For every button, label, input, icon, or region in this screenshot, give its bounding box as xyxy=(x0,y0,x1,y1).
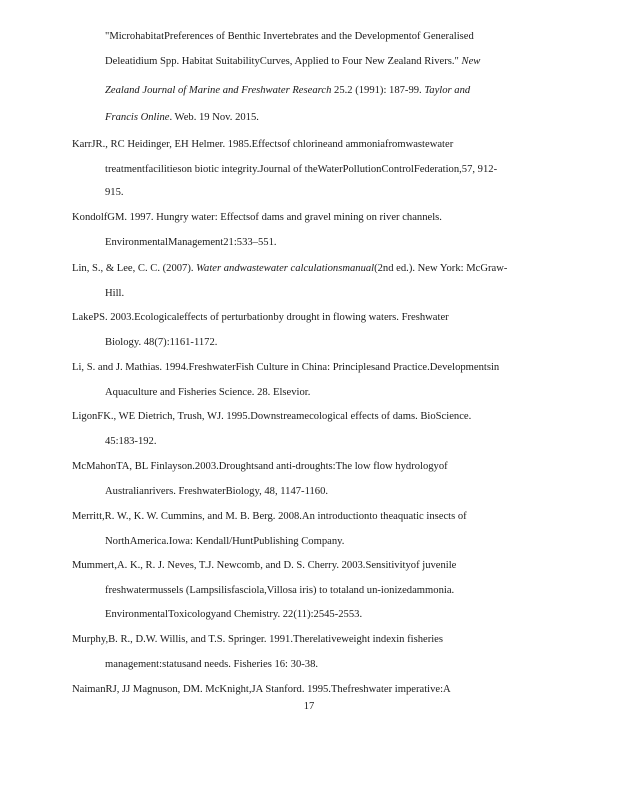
reference-line: "MicrohabitatPreferences of Benthic Invertebrates and the Developmentof Generalised xyxy=(105,31,474,42)
reference-line: NorthAmerica.Iowa: Kendall/HuntPublishing Company. xyxy=(105,536,345,547)
reference-line: McMahonTA, BL Finlayson.2003.Droughtsand anti-droughts:The low flow hydrologyof xyxy=(72,461,448,472)
database-name: Francis Online xyxy=(105,112,170,123)
reference-line: KondolfGM. 1997. Hungry water: Effectsof dams and gravel mining on river channels. xyxy=(72,212,442,223)
reference-line xyxy=(72,262,507,276)
reference-text: (2nd ed.). New York: McGraw- xyxy=(374,263,508,274)
reference-line: Aquaculture and Fisheries Science. 28. Elsevior. xyxy=(105,387,311,398)
reference-line: NaimanRJ, JJ Magnuson, DM. McKnight,JA Stanford. 1995.Thefreshwater imperative:A xyxy=(72,684,451,695)
reference-line: Mummert,A. K., R. J. Neves, T.J. Newcomb, and D. S. Cherry. 2003.Sensitivityof juvenile xyxy=(72,560,457,571)
journal-title: Zealand Journal of Marine and Freshwater Research xyxy=(105,85,332,96)
reference-text: Lin, S., & Lee, C. C. (2007). xyxy=(72,263,197,274)
reference-text: Deleatidium Spp. Habitat SuitabilityCurves, Applied to Four New Zealand Rivers." xyxy=(105,56,462,67)
reference-line: 45:183-192. xyxy=(105,436,157,447)
reference-line xyxy=(105,84,470,98)
reference-line: Biology. 48(7):1161-1172. xyxy=(105,337,218,348)
reference-line: freshwatermussels (Lampsilisfasciola,Villosa iris) to totaland un-ionizedammonia. xyxy=(105,585,455,596)
reference-line: Murphy,B. R., D.W. Willis, and T.S. Springer. 1991.Therelativeweight indexin fisheries xyxy=(72,634,443,645)
database-name: Taylor and xyxy=(424,85,471,96)
reference-line xyxy=(105,111,259,125)
reference-text: 25.2 (1991): 187-99. xyxy=(331,85,425,96)
reference-line: Hill. xyxy=(105,288,125,299)
reference-line: Australianrivers. FreshwaterBiology, 48, 1147-1160. xyxy=(105,486,329,497)
reference-line: EnvironmentalManagement21:533–551. xyxy=(105,237,277,248)
reference-line: EnvironmentalToxicologyand Chemistry. 22(11):2545-2553. xyxy=(105,609,363,620)
reference-line: LakePS. 2003.Ecologicaleffects of perturbationby drought in flowing waters. Freshwater xyxy=(72,312,449,323)
reference-line: KarrJR., RC Heidinger, EH Helmer. 1985.Effectsof chlorineand ammoniafromwastewater xyxy=(72,139,454,150)
reference-line xyxy=(105,55,480,69)
reference-line: Li, S. and J. Mathias. 1994.FreshwaterFish Culture in China: Principlesand Practice.Developmentsin xyxy=(72,362,500,373)
reference-line: treatmentfacilitieson biotic integrity.Journal of theWaterPollutionControlFederation,57, 912- xyxy=(105,164,498,175)
reference-line: Merritt,R. W., K. W. Cummins, and M. B. Berg. 2008.An introductionto theaquatic insects of xyxy=(72,511,467,522)
reference-line: LigonFK., WE Dietrich, Trush, WJ. 1995.Downstreamecological effects of dams. BioScience. xyxy=(72,411,472,422)
journal-title: New xyxy=(461,56,481,67)
reference-line: management:statusand needs. Fisheries 16: 30-38. xyxy=(105,659,319,670)
page-number: 17 xyxy=(303,701,315,712)
book-title: Water andwastewater calculationsmanual xyxy=(196,263,375,274)
reference-text: . Web. 19 Nov. 2015. xyxy=(169,112,259,123)
reference-line: 915. xyxy=(105,187,124,198)
